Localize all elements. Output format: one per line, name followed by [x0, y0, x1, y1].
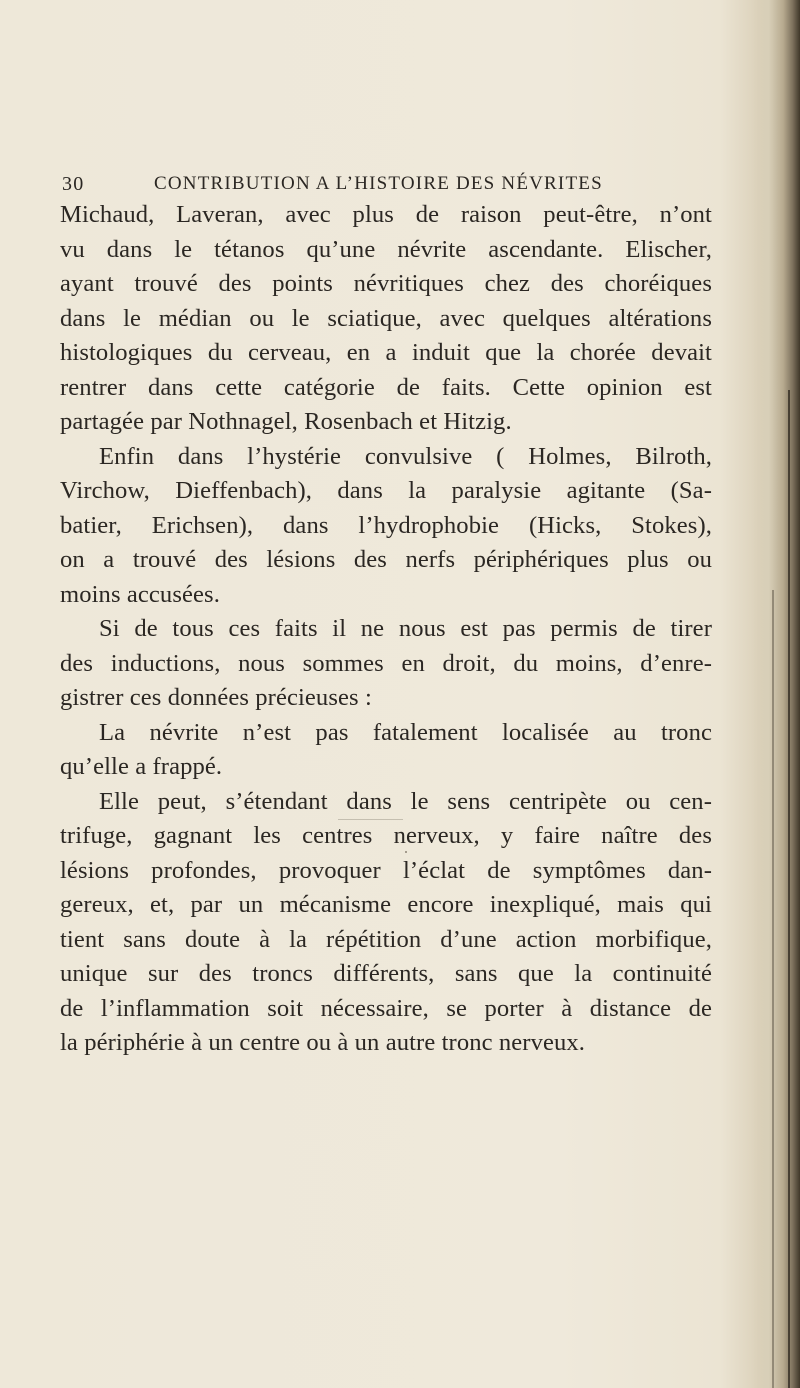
page-edge-line: [788, 390, 790, 1388]
text-line: on a trouvé des lésions des nerfs périphériques plus ou: [60, 546, 712, 573]
text-line: ayant trouvé des points névritiques chez des choréiques: [60, 270, 712, 297]
text-line: des inductions, nous sommes en droit, du moins, d’enre-: [60, 649, 712, 677]
text-line: unique sur des troncs différents, sans que la continuité: [60, 960, 712, 987]
text-line: histologiques du cerveau, en a induit que la chorée devait: [60, 339, 712, 366]
text-line: partagée par Nothnagel, Rosenbach et Hitzig.: [60, 408, 512, 435]
body-text: [60, 198, 712, 1061]
page-edge-line: [772, 590, 774, 1388]
running-title: CONTRIBUTION A L’HISTOIRE DES NÉVRITES: [154, 173, 603, 194]
text-line: gistrer ces données précieuses :: [60, 684, 372, 711]
text-line: Virchow, Dieffenbach), dans la paralysie agitante (Sa-: [60, 477, 712, 504]
text-line: Si de tous ces faits il ne nous est pas permis de tirer: [99, 615, 712, 642]
text-line: de l’inflammation soit nécessaire, se porter à distance de: [60, 994, 712, 1022]
text-line: Michaud, Laveran, avec plus de raison peut-être, n’ont: [60, 201, 712, 228]
page-edge-shadow: [752, 0, 800, 1388]
text-line: lésions profondes, provoquer l’éclat de symptômes dan-: [60, 856, 712, 884]
text-line: La névrite n’est pas fatalement localisée au tronc: [99, 718, 712, 746]
text-line: trifuge, gagnant les centres nerveux, y faire naître des: [60, 822, 712, 849]
text-line: la périphérie à un centre ou à un autre tronc nerveux.: [60, 1029, 586, 1056]
text-line: Enfin dans l’hystérie convulsive ( Holmes, Bilroth,: [99, 442, 712, 470]
text-line: vu dans le tétanos qu’une névrite ascendante. Elischer,: [60, 235, 712, 263]
text-line: batier, Erichsen), dans l’hydrophobie (Hicks, Stokes),: [60, 511, 712, 539]
page-number: 30: [62, 173, 85, 195]
text-line: tient sans doute à la répétition d’une action morbifique,: [60, 925, 712, 953]
text-line: Elle peut, s’étendant dans le sens centripète ou cen-: [99, 787, 712, 815]
faint-ink-dot: [405, 851, 407, 853]
faint-pencil-mark: [338, 819, 403, 820]
running-header: [62, 171, 712, 197]
text-line: dans le médian ou le sciatique, avec quelques altérations: [60, 304, 712, 332]
text-line: qu’elle a frappé.: [60, 753, 223, 780]
text-line: rentrer dans cette catégorie de faits. Cette opinion est: [60, 373, 712, 401]
text-line: gereux, et, par un mécanisme encore inexpliqué, mais qui: [60, 891, 712, 918]
text-line: moins accusées.: [60, 580, 220, 608]
